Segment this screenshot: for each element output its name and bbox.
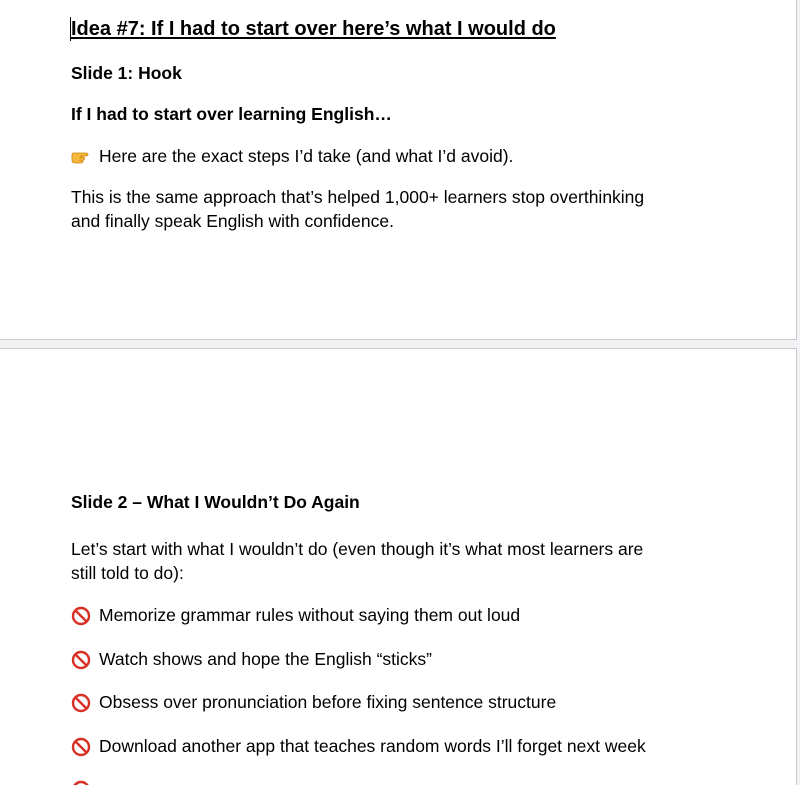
prohibited-icon: [71, 693, 93, 713]
steps-text: Here are the exact steps I’d take (and what I’d avoid).: [99, 146, 514, 166]
pointing-hand-icon: [71, 148, 93, 166]
prohibited-icon: [71, 737, 93, 757]
steps-line[interactable]: [71, 144, 513, 168]
slide-2-heading[interactable]: Slide 2 – What I Wouldn’t Do Again: [71, 492, 360, 512]
document-page-2[interactable]: [0, 348, 797, 785]
list-item-partial[interactable]: [71, 777, 99, 785]
list-item-text: Obsess over pronunciation before fixing sentence structure: [99, 692, 557, 712]
prohibited-icon: [71, 606, 93, 626]
document-title[interactable]: Idea #7: If I had to start over here’s what I would do: [71, 18, 556, 40]
hook-line[interactable]: If I had to start over learning English…: [71, 104, 392, 124]
list-item[interactable]: [71, 690, 556, 714]
intro-line-1[interactable]: Let’s start with what I wouldn’t do (even though it’s what most learners are: [71, 539, 644, 559]
document-page-1[interactable]: [0, 0, 797, 340]
list-item[interactable]: [71, 734, 646, 758]
prohibited-icon: [71, 650, 93, 670]
list-item[interactable]: [71, 647, 432, 671]
paragraph-line-2[interactable]: and finally speak English with confidence.: [71, 211, 394, 231]
list-item-text: Download another app that teaches random words I’ll forget next week: [99, 736, 646, 756]
list-item-text: Watch shows and hope the English “sticks”: [99, 649, 432, 669]
intro-line-2[interactable]: still told to do):: [71, 563, 184, 583]
list-item-text: Memorize grammar rules without saying them out loud: [99, 605, 521, 625]
list-item[interactable]: [71, 603, 520, 627]
slide-1-heading[interactable]: Slide 1: Hook: [71, 63, 182, 83]
prohibited-icon: [71, 780, 93, 785]
paragraph-line-1[interactable]: This is the same approach that’s helped 1,000+ learners stop overthinking: [71, 187, 645, 207]
